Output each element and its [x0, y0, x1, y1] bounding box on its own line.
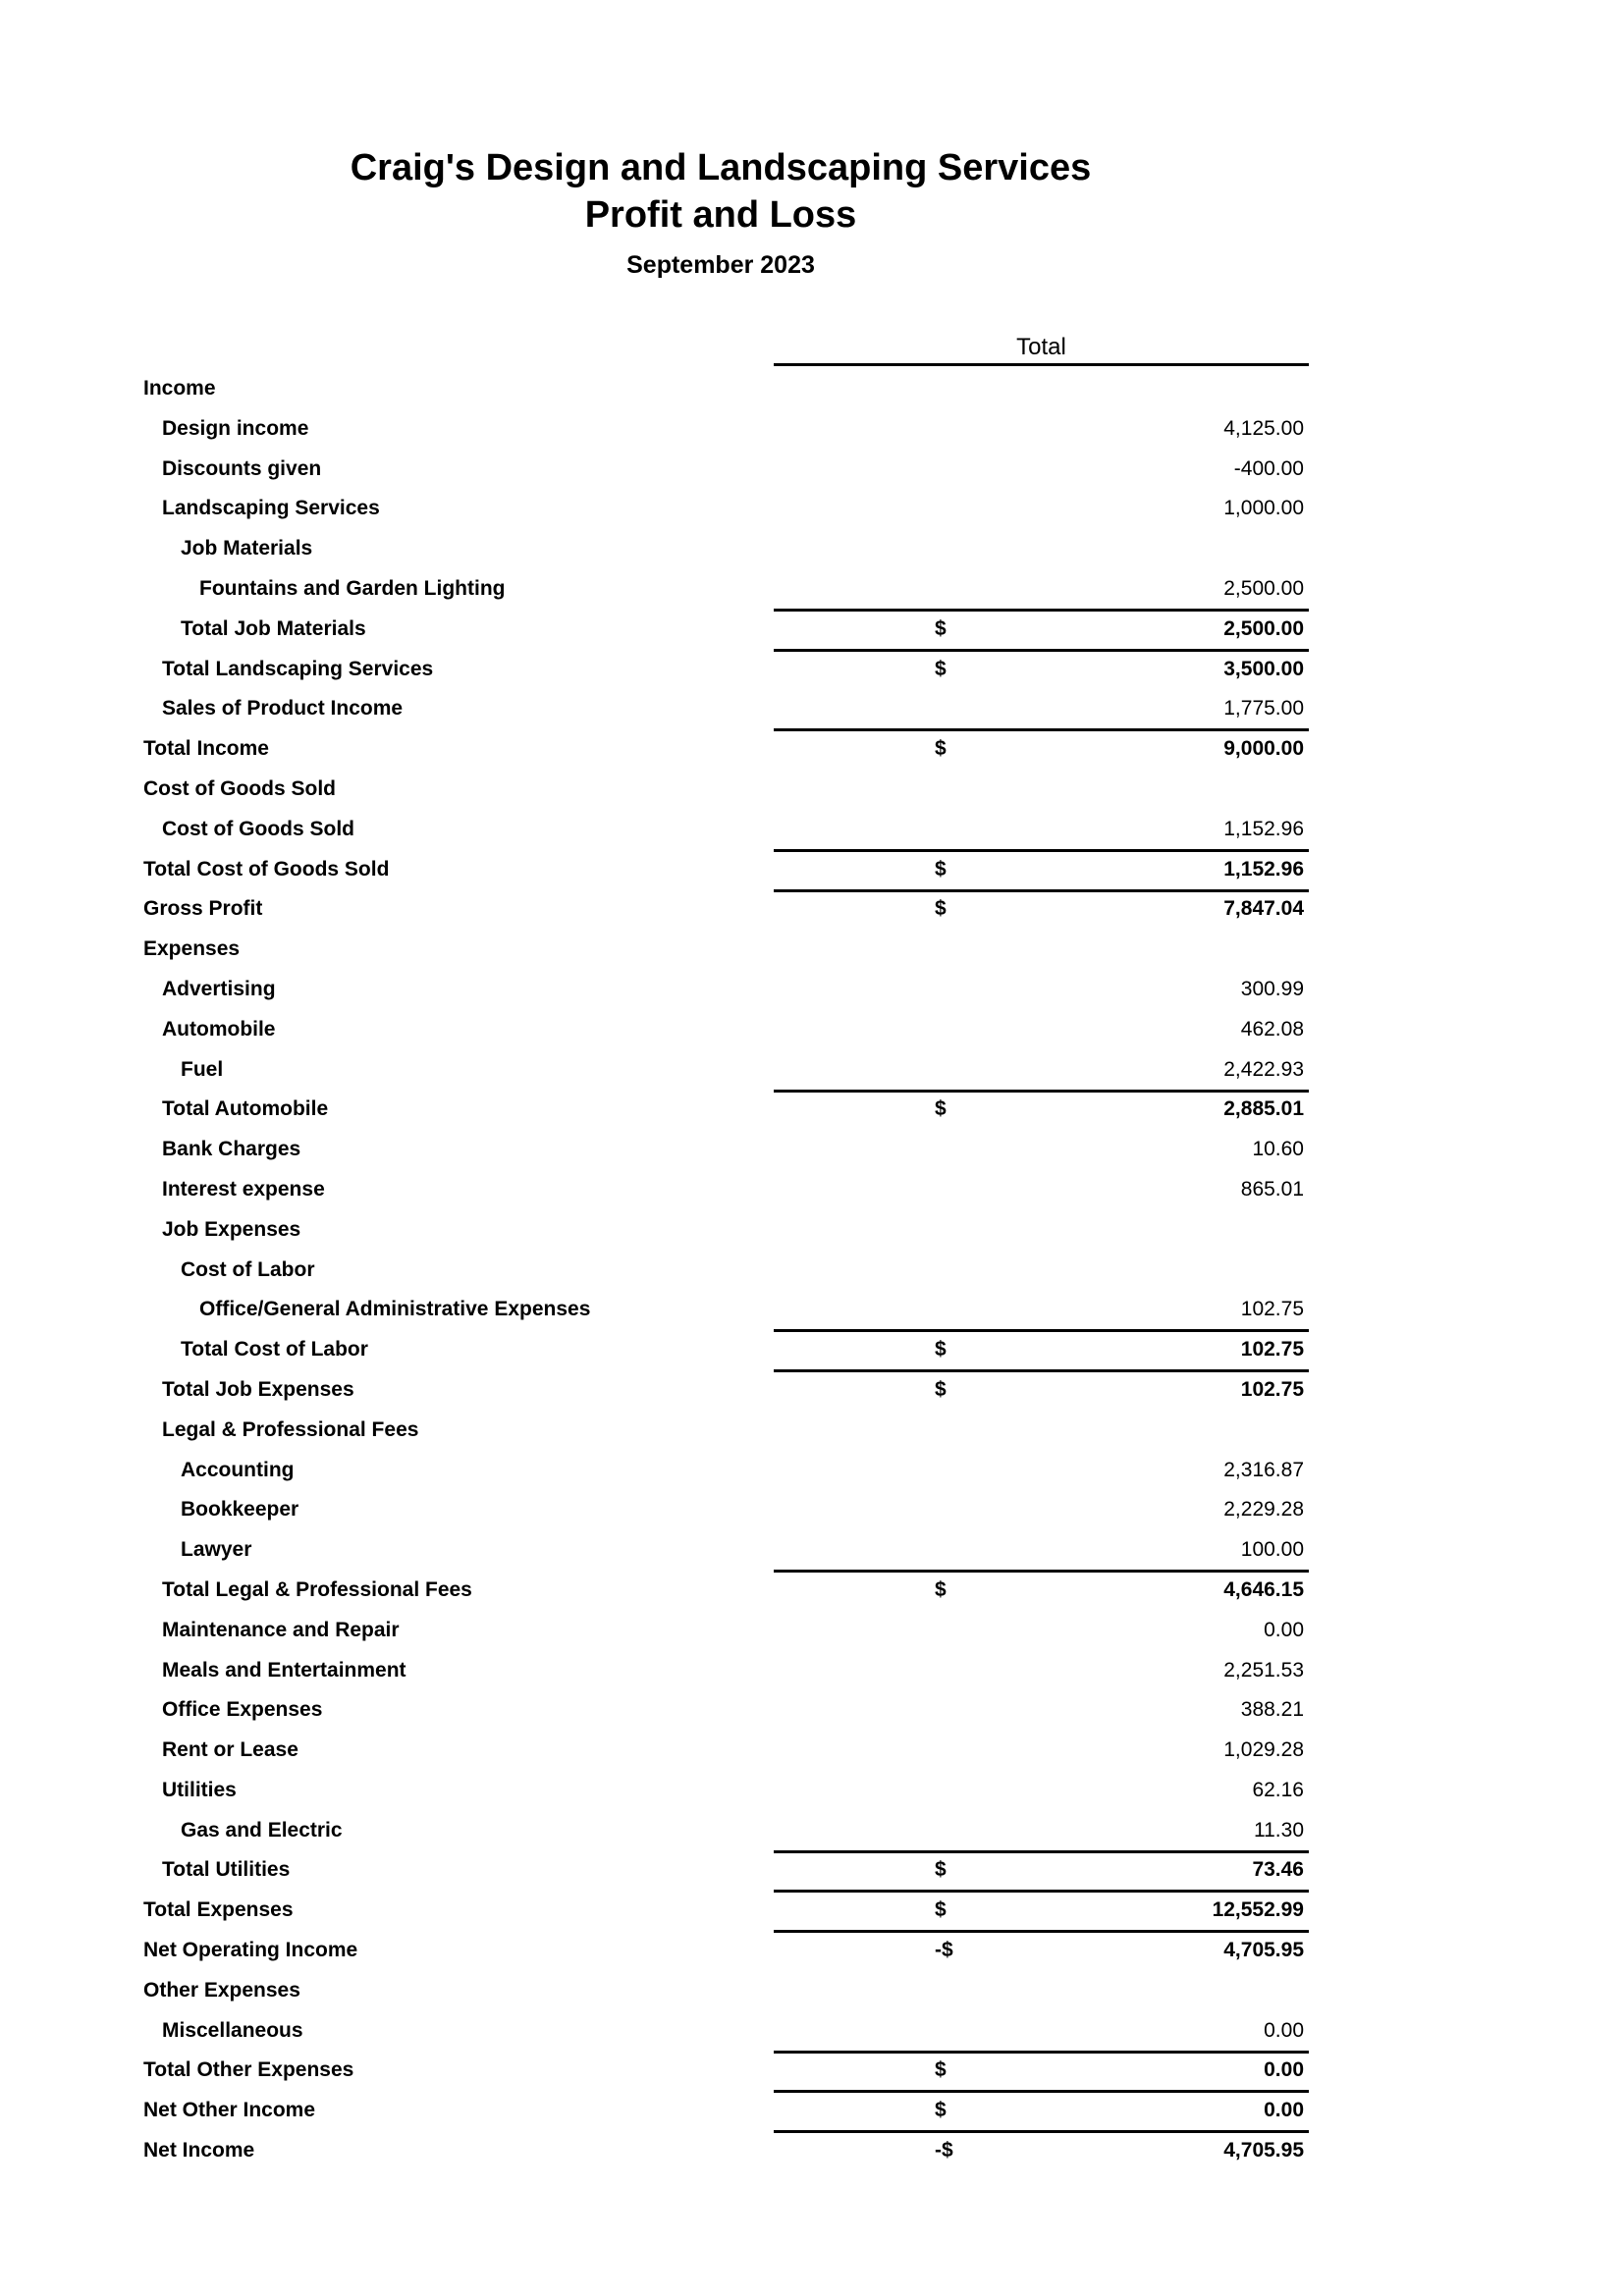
- amount-value: 1,152.96: [1223, 817, 1304, 840]
- amount-cell: [774, 1172, 1309, 1209]
- table-row: [143, 1653, 1312, 1693]
- amount-cell: [774, 1453, 1309, 1490]
- row-label: Job Expenses: [162, 1217, 301, 1241]
- row-label: Interest expense: [162, 1177, 325, 1201]
- row-label: Net Income: [143, 2139, 255, 2163]
- table-row: [143, 1852, 1312, 1893]
- amount-value: 4,705.95: [1223, 1939, 1304, 1962]
- table-row: [143, 1933, 1312, 1973]
- amount-cell: [774, 1052, 1309, 1093]
- amount-value: 4,705.95: [1223, 2139, 1304, 2163]
- amount-value: -400.00: [1233, 456, 1304, 480]
- currency-symbol: $: [935, 2058, 947, 2082]
- row-label: Total Automobile: [162, 1097, 329, 1121]
- currency-symbol: $: [935, 1577, 947, 1601]
- amount-value: 9,000.00: [1223, 737, 1304, 761]
- amount-cell: [774, 1292, 1309, 1332]
- table-row: [143, 571, 1312, 612]
- table-row: [143, 1292, 1312, 1332]
- amount-cell: [774, 1573, 1309, 1610]
- amount-value: 7,847.04: [1223, 897, 1304, 921]
- row-label: Cost of Goods Sold: [162, 817, 354, 840]
- table-row: [143, 1092, 1312, 1132]
- amount-cell: [774, 1372, 1309, 1410]
- row-label: Design income: [162, 416, 309, 440]
- amount-cell: [774, 1773, 1309, 1810]
- row-label: Total Expenses: [143, 1898, 294, 1922]
- table-row: [143, 891, 1312, 932]
- table-row: [143, 1332, 1312, 1372]
- amount-value: 2,500.00: [1223, 616, 1304, 640]
- table-row: [143, 1212, 1312, 1253]
- amount-cell: [774, 1212, 1309, 1250]
- amount-value: 11.30: [1254, 1818, 1304, 1842]
- row-label: Total Job Materials: [181, 616, 366, 640]
- amount-value: 10.60: [1252, 1138, 1304, 1161]
- table-row: [143, 2133, 1312, 2173]
- amount-cell: [774, 1733, 1309, 1770]
- amount-cell: [774, 491, 1309, 528]
- currency-symbol: $: [935, 1338, 947, 1362]
- row-label: Total Legal & Professional Fees: [162, 1577, 472, 1601]
- table-row: [143, 1372, 1312, 1413]
- currency-symbol: $: [935, 737, 947, 761]
- currency-symbol: $: [935, 1097, 947, 1121]
- amount-cell: [774, 1413, 1309, 1450]
- amount-cell: [774, 972, 1309, 1009]
- amount-cell: [774, 2093, 1309, 2133]
- amount-cell: [774, 1132, 1309, 1169]
- amount-cell: [774, 932, 1309, 969]
- amount-value: 388.21: [1240, 1698, 1304, 1722]
- amount-cell: [774, 1692, 1309, 1730]
- table-row: [143, 2093, 1312, 2133]
- amount-cell: [774, 1253, 1309, 1290]
- table-row: [143, 1613, 1312, 1653]
- row-label: Cost of Labor: [181, 1257, 315, 1281]
- amount-cell: [774, 691, 1309, 731]
- table-row: [143, 1453, 1312, 1493]
- amount-value: 0.00: [1264, 2058, 1304, 2082]
- amount-value: 100.00: [1240, 1538, 1304, 1562]
- table-row: [143, 691, 1312, 731]
- row-label: Utilities: [162, 1778, 237, 1801]
- amount-cell: [774, 1532, 1309, 1573]
- table-row: [143, 652, 1312, 692]
- currency-symbol: $: [935, 857, 947, 881]
- amount-cell: [774, 571, 1309, 612]
- table-row: [143, 772, 1312, 812]
- amount-cell: [774, 812, 1309, 852]
- row-label: Bookkeeper: [181, 1498, 299, 1522]
- table-row: [143, 612, 1312, 652]
- currency-symbol: $: [935, 616, 947, 640]
- row-label: Office/General Administrative Expenses: [199, 1298, 591, 1321]
- row-label: Advertising: [162, 977, 276, 1000]
- row-label: Automobile: [162, 1017, 276, 1041]
- amount-value: 2,422.93: [1223, 1057, 1304, 1081]
- amount-cell: [774, 531, 1309, 568]
- amount-value: 102.75: [1240, 1298, 1304, 1321]
- amount-cell: [774, 852, 1309, 892]
- currency-symbol: $: [935, 2099, 947, 2122]
- amount-cell: [774, 1613, 1309, 1650]
- amount-cell: [774, 652, 1309, 689]
- amount-value: 4,646.15: [1223, 1577, 1304, 1601]
- row-label: Discounts given: [162, 456, 322, 480]
- table-row: [143, 852, 1312, 892]
- amount-value: 2,885.01: [1223, 1097, 1304, 1121]
- amount-value: 12,552.99: [1212, 1898, 1304, 1922]
- row-label: Job Materials: [181, 537, 313, 561]
- table-row: [143, 1773, 1312, 1813]
- table-row: [143, 2013, 1312, 2054]
- amount-cell: [774, 1332, 1309, 1372]
- amount-value: 62.16: [1252, 1778, 1304, 1801]
- row-label: Accounting: [181, 1458, 295, 1481]
- table-row: [143, 1813, 1312, 1853]
- row-label: Gross Profit: [143, 897, 263, 921]
- amount-value: 2,229.28: [1223, 1498, 1304, 1522]
- amount-cell: [774, 1012, 1309, 1049]
- amount-cell: [774, 1973, 1309, 2010]
- currency-symbol: $: [935, 1377, 947, 1401]
- row-label: Lawyer: [181, 1538, 252, 1562]
- amount-value: 462.08: [1240, 1017, 1304, 1041]
- table-row: [143, 1492, 1312, 1532]
- table-row: [143, 932, 1312, 972]
- amount-cell: [774, 452, 1309, 489]
- amount-value: 1,029.28: [1223, 1738, 1304, 1762]
- amount-cell: [774, 1653, 1309, 1690]
- amount-value: 4,125.00: [1223, 416, 1304, 440]
- table-row: [143, 972, 1312, 1012]
- row-label: Total Cost of Labor: [181, 1338, 368, 1362]
- currency-symbol: $: [935, 897, 947, 921]
- amount-cell: [774, 1893, 1309, 1933]
- row-label: Total Job Expenses: [162, 1377, 354, 1401]
- amount-value: 1,775.00: [1223, 697, 1304, 721]
- amount-cell: [774, 772, 1309, 809]
- row-label: Total Income: [143, 737, 269, 761]
- amount-value: 865.01: [1240, 1177, 1304, 1201]
- amount-value: 1,152.96: [1223, 857, 1304, 881]
- table-row: [143, 1132, 1312, 1172]
- amount-value: 0.00: [1264, 1618, 1304, 1641]
- amount-value: 1,000.00: [1223, 497, 1304, 520]
- table-row: [143, 1012, 1312, 1052]
- row-label: Expenses: [143, 937, 241, 961]
- row-label: Income: [143, 377, 216, 400]
- table-row: [143, 1532, 1312, 1573]
- amount-cell: [774, 2013, 1309, 2054]
- row-label: Other Expenses: [143, 1978, 300, 2002]
- table-row: [143, 531, 1312, 571]
- amount-value: 2,500.00: [1223, 576, 1304, 600]
- row-label: Bank Charges: [162, 1138, 301, 1161]
- amount-cell: [774, 891, 1309, 929]
- table-row: [143, 812, 1312, 852]
- table-row: [143, 1052, 1312, 1093]
- currency-symbol: $: [935, 1858, 947, 1882]
- table-row: [143, 1973, 1312, 2013]
- row-label: Net Operating Income: [143, 1939, 358, 1962]
- amount-cell: [774, 1852, 1309, 1893]
- row-label: Meals and Entertainment: [162, 1658, 406, 1682]
- table-row: [143, 1172, 1312, 1212]
- row-label: Maintenance and Repair: [162, 1618, 400, 1641]
- table-row: [143, 731, 1312, 772]
- amount-value: 2,316.87: [1223, 1458, 1304, 1481]
- table-row: [143, 2053, 1312, 2093]
- row-label: Sales of Product Income: [162, 697, 404, 721]
- currency-symbol: -$: [935, 1939, 953, 1962]
- currency-symbol: $: [935, 1898, 947, 1922]
- table-row: [143, 371, 1312, 411]
- amount-cell: [774, 2053, 1309, 2093]
- table-row: [143, 1413, 1312, 1453]
- amount-cell: [774, 1813, 1309, 1853]
- row-label: Rent or Lease: [162, 1738, 298, 1762]
- row-label: Total Other Expenses: [143, 2058, 354, 2082]
- amount-cell: [774, 1092, 1309, 1129]
- company-name: Craig's Design and Landscaping Services: [350, 147, 1092, 188]
- report-period: September 2023: [626, 251, 815, 279]
- amount-value: 102.75: [1240, 1377, 1304, 1401]
- amount-cell: [774, 731, 1309, 769]
- table-row: [143, 491, 1312, 531]
- row-label: Total Cost of Goods Sold: [143, 857, 390, 881]
- amount-value: 73.46: [1252, 1858, 1304, 1882]
- amount-cell: [774, 411, 1309, 449]
- column-header-total: Total: [774, 334, 1309, 366]
- amount-value: 0.00: [1264, 2099, 1304, 2122]
- row-label: Net Other Income: [143, 2099, 316, 2122]
- amount-value: 102.75: [1240, 1338, 1304, 1362]
- table-row: [143, 1692, 1312, 1733]
- amount-cell: [774, 1933, 1309, 1970]
- table-row: [143, 1573, 1312, 1613]
- row-label: Office Expenses: [162, 1698, 323, 1722]
- row-label: Legal & Professional Fees: [162, 1417, 419, 1441]
- amount-cell: [774, 1492, 1309, 1529]
- currency-symbol: $: [935, 657, 947, 680]
- table-row: [143, 1733, 1312, 1773]
- table-row: [143, 1893, 1312, 1933]
- row-label: Total Utilities: [162, 1858, 291, 1882]
- amount-cell: [774, 371, 1309, 408]
- row-label: Landscaping Services: [162, 497, 380, 520]
- table-row: [143, 1253, 1312, 1293]
- report-title: Profit and Loss: [584, 194, 857, 236]
- currency-symbol: -$: [935, 2139, 953, 2163]
- table-row: [143, 452, 1312, 492]
- row-label: Fountains and Garden Lighting: [199, 576, 506, 600]
- amount-value: 0.00: [1264, 2018, 1304, 2042]
- amount-value: 2,251.53: [1223, 1658, 1304, 1682]
- report-table: [143, 371, 1312, 2173]
- table-row: [143, 411, 1312, 452]
- row-label: Miscellaneous: [162, 2018, 303, 2042]
- amount-value: 300.99: [1240, 977, 1304, 1000]
- row-label: Gas and Electric: [181, 1818, 343, 1842]
- amount-cell: [774, 612, 1309, 652]
- row-label: Total Landscaping Services: [162, 657, 434, 680]
- amount-value: 3,500.00: [1223, 657, 1304, 680]
- row-label: Fuel: [181, 1057, 224, 1081]
- amount-cell: [774, 2133, 1309, 2170]
- row-label: Cost of Goods Sold: [143, 776, 336, 800]
